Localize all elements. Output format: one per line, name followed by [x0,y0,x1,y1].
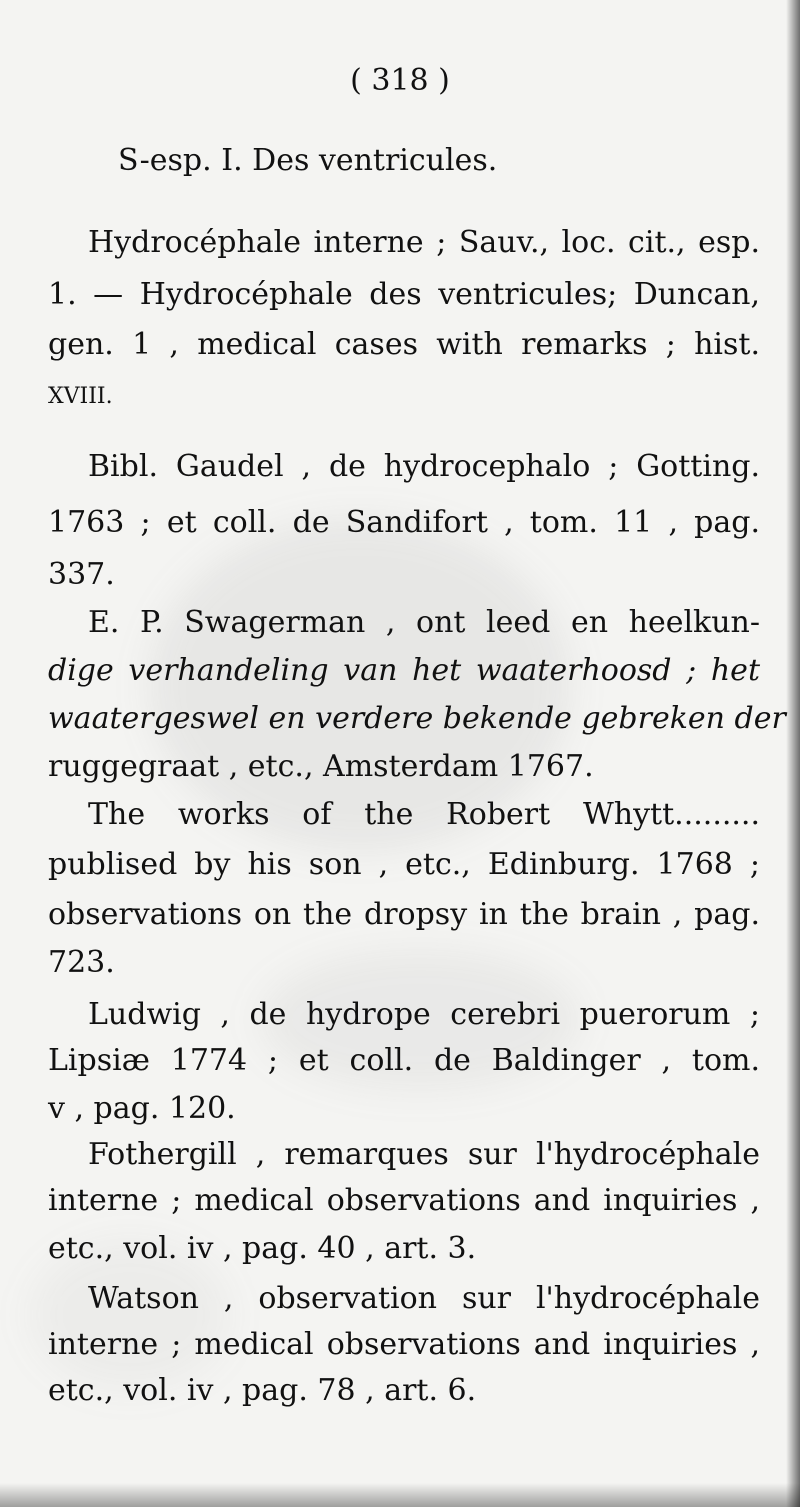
text-line: Bibl. Gaudel , de hydrocephalo ; Gotting. [88,449,760,484]
text-line: Lipsiæ 1774 ; et coll. de Baldinger , tom. [48,1043,760,1078]
text-line: waatergeswel en verdere bekende gebreken der [48,701,786,736]
page-edge-shadow [786,0,800,1507]
text-line: 337. [48,557,115,592]
text-line: observations on the dropsy in the brain , pag. [48,897,760,932]
page-number: ( 318 ) [350,63,450,98]
text-line: interne ; medical observations and inquiries , [48,1183,760,1218]
text-line: E. P. Swagerman , ont leed en heelkun- [88,605,760,640]
text-line: ruggegraat , etc., Amsterdam 1767. [48,749,594,784]
text-line: publised by his son , etc., Edinburg. 1768 ; [48,847,760,882]
text-line: Fothergill , remarques sur l'hydrocéphale [88,1137,760,1172]
text-line: 1. — Hydrocéphale des ventricules; Duncan, [48,277,760,312]
text-line: interne ; medical observations and inquiries , [48,1327,760,1362]
text-line: 1763 ; et coll. de Sandifort , tom. 11 , pag. [48,505,760,540]
text-line: gen. 1 , medical cases with remarks ; hist. [48,327,760,362]
text-line: Ludwig , de hydrope cerebri puerorum ; [88,997,760,1032]
text-line: etc., vol. iv , pag. 78 , art. 6. [48,1373,477,1408]
text-line: Hydrocéphale interne ; Sauv., loc. cit., esp. [88,225,760,260]
text-line: v , pag. 120. [48,1091,236,1126]
text-line: Watson , observation sur l'hydrocéphale [88,1281,760,1316]
text-line: dige verhandeling van het waaterhoosd ; het [48,653,760,688]
section-heading: S-esp. I. Des ventricules. [118,143,498,178]
page-edge-shadow [0,1483,800,1507]
text-line: 723. [48,945,115,980]
text-line: etc., vol. iv , pag. 40 , art. 3. [48,1231,477,1266]
text-line: XVIII. [48,384,113,409]
text-line: The works of the Robert Whytt......... [88,797,760,832]
